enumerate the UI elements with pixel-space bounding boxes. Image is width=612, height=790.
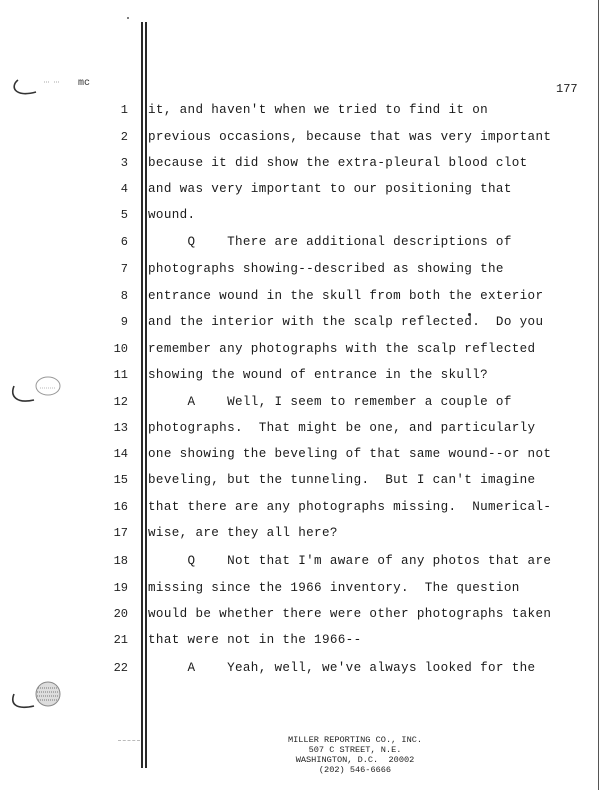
transcript-line: Q Not that I'm aware of any photos that are — [148, 554, 552, 568]
stray-mark — [127, 17, 129, 19]
footer-city: WASHINGTON, D.C. 20002 — [295, 755, 415, 765]
line-number: 17 — [113, 526, 128, 540]
line-number: 11 — [113, 368, 128, 382]
transcript-line: wound. — [148, 208, 196, 222]
binder-hole-icon — [6, 678, 66, 712]
transcript-line: and was very important to our positioning that — [148, 182, 512, 196]
page-number: 177 — [556, 82, 578, 96]
transcript-line: and the interior with the scalp reflected. Do you — [148, 315, 544, 329]
transcript-line: showing the wound of entrance in the skull? — [148, 368, 489, 382]
line-number: 7 — [120, 262, 128, 276]
transcript-line: wise, are they all here? — [148, 526, 338, 540]
reporter-initials: mc — [78, 78, 91, 89]
transcript-line: because it did show the extra-pleural blood clot — [148, 156, 528, 170]
line-number: 8 — [120, 289, 128, 303]
footer-company: MILLER REPORTING CO., INC. — [287, 735, 423, 745]
margin-rule-left-outer — [141, 22, 143, 768]
line-number: 3 — [120, 156, 128, 170]
transcript-line: beveling, but the tunneling. But I can't imagine — [148, 473, 536, 487]
transcript-line: that were not in the 1966-- — [148, 633, 362, 647]
transcript-line: A Yeah, well, we've always looked for the — [148, 661, 536, 675]
line-number: 19 — [113, 581, 128, 595]
transcript-line: it, and haven't when we tried to find it on — [148, 103, 489, 117]
transcript-line: photographs. That might be one, and particularly — [148, 421, 536, 435]
transcript-line: previous occasions, because that was very important — [148, 130, 552, 144]
binder-hole-icon — [6, 74, 66, 100]
line-number: 21 — [113, 633, 128, 647]
transcript-line: Q There are additional descriptions of — [148, 235, 512, 249]
footer-street: 507 C STREET, N.E. — [308, 745, 402, 755]
margin-rule-left-inner — [145, 22, 147, 768]
footer-phone: (202) 546-6666 — [318, 765, 392, 775]
transcript-line: would be whether there were other photographs taken — [148, 607, 552, 621]
line-number: 5 — [120, 208, 128, 222]
line-number: 13 — [113, 421, 128, 435]
stray-mark — [118, 740, 140, 741]
line-number: 1 — [120, 103, 128, 117]
margin-rule-right — [598, 0, 599, 790]
transcript-line: remember any photographs with the scalp reflected — [148, 342, 536, 356]
transcript-line: entrance wound in the skull from both the exterior — [148, 289, 544, 303]
line-number: 22 — [113, 661, 128, 675]
line-number: 15 — [113, 473, 128, 487]
line-number: 10 — [113, 342, 128, 356]
line-number: 12 — [113, 395, 128, 409]
line-number: 14 — [113, 447, 128, 461]
line-number: 2 — [120, 130, 128, 144]
line-number: 18 — [113, 554, 128, 568]
line-number: 16 — [113, 500, 128, 514]
transcript-line: photographs showing--described as showing the — [148, 262, 504, 276]
reporting-company-footer — [250, 735, 460, 775]
transcript-line: one showing the beveling of that same wound--or not — [148, 447, 552, 461]
line-number: 6 — [120, 235, 128, 249]
line-number: 4 — [120, 182, 128, 196]
transcript-line: A Well, I seem to remember a couple of — [148, 395, 512, 409]
line-number: 20 — [113, 607, 128, 621]
transcript-line: that there are any photographs missing. Numerical- — [148, 500, 552, 514]
line-number: 9 — [120, 315, 128, 329]
binder-hole-icon — [6, 372, 66, 408]
transcript-line: missing since the 1966 inventory. The question — [148, 581, 520, 595]
